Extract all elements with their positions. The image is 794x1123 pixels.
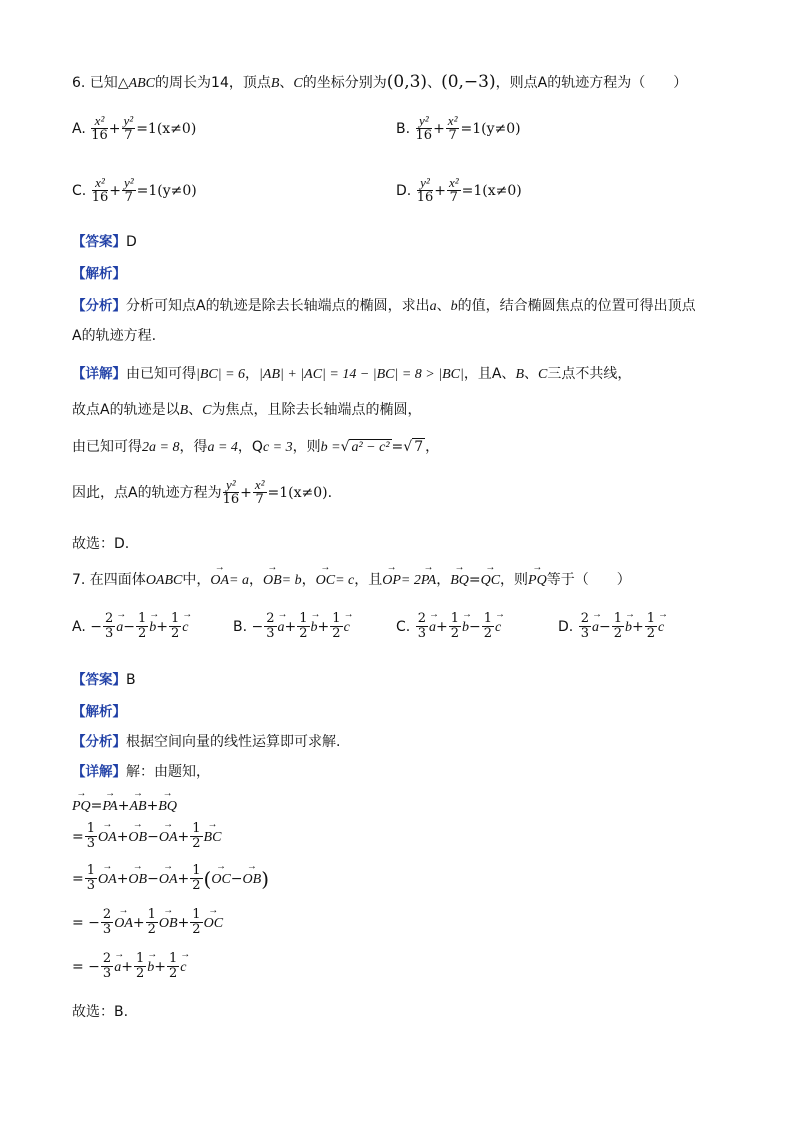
q6-fenxi-line2: A的轨迹方程. — [72, 328, 157, 344]
q6-fenxi-line1: 【分析】分析可知点A的轨迹是除去长轴端点的椭圆，求出a、b的值，结合椭圆焦点的位置可得出顶点 — [72, 298, 696, 314]
q6-choose: 故选：D. — [72, 536, 130, 552]
q7-stem: 7. 在四面体OABC中，→ OA= a，→ OB= b，→ OC= c，且→ OP= 2→ PA，→ BQ=→ QC，则→ PQ等于（ ） — [72, 572, 631, 590]
q6-detail-line2: 故点A的轨迹是以B、C为焦点，且除去长轴端点的椭圆， — [72, 402, 422, 418]
q6-detail-line4: 因此，点A的轨迹方程为 $\frac{\text{y²}}{16}$ + $\frac{\text{x²}}{7}$ =1(x≠0). — [72, 477, 333, 508]
q7-option-b[interactable]: B. − $\frac{2}{3}$ → a+ $\frac{1}{2}$ → b+ $\frac{1}{2}$ → c — [233, 612, 350, 642]
q6-option-d[interactable]: D. $\frac{\text{y²}}{16}$ + $\frac{\text{x²}}{7}$ =1(x≠0) — [396, 175, 522, 206]
q7-fenxi: 【分析】根据空间向量的线性运算即可求解. — [72, 734, 341, 750]
q6-option-b[interactable]: B. $\frac{\text{y²}}{16}$ + $\frac{\text{x²}}{7}$ =1(y≠0) — [396, 113, 521, 144]
q7-detail: 【详解】解：由题知， — [72, 764, 210, 780]
q7-analysis-heading: 【解析】 — [72, 704, 126, 720]
q7-option-c[interactable]: C. $\frac{2}{3}$ → a+ $\frac{1}{2}$ → b− $\frac{1}{2}$ → c — [396, 612, 501, 642]
q6-stem: 6. 已知△ABC的周长为14，顶点B、C的坐标分别为(0,3)、(0,−3)，则点A的轨迹方程为（ ） — [72, 72, 688, 92]
q7-answer: 【答案】B — [72, 672, 136, 688]
q7-eq-line4: = − $\frac{2}{3}$ → OA+ $\frac{1}{2}$ → OB+ $\frac{1}{2}$ → OC — [72, 908, 223, 938]
q6-detail-line3: 由已知可得2a = 8，得a = 4，Qc = 3，则b =√ a² − c² =√ 7 ， — [72, 439, 440, 455]
q7-eq-line5: = − $\frac{2}{3}$ → a+ $\frac{1}{2}$ → b+ $\frac{1}{2}$ → c — [72, 952, 186, 982]
q7-option-d[interactable]: D. $\frac{2}{3}$ → a− $\frac{1}{2}$ → b+ $\frac{1}{2}$ → c — [558, 612, 664, 642]
q7-option-a[interactable]: A. − $\frac{2}{3}$ → a− $\frac{1}{2}$ → b+ $\frac{1}{2}$ → c — [72, 612, 189, 642]
q7-choose: 故选：B. — [72, 1004, 129, 1020]
q6-option-c[interactable]: C. $\frac{\text{x²}}{16}$ + $\frac{\text{y²}}{7}$ =1(y≠0) — [72, 175, 197, 206]
q6-answer: 【答案】D — [72, 234, 137, 250]
q6-option-a[interactable]: A. $\frac{\text{x²}}{16}$ + $\frac{\text{y²}}{7}$ =1(x≠0) — [72, 113, 197, 144]
q6-analysis-heading: 【解析】 — [72, 266, 126, 282]
q7-eq-line2: = $\frac{1}{3}$ → OA+→ OB−→ OA+ $\frac{1}{2}$ → BC — [72, 822, 221, 852]
q7-eq-line3: = $\frac{1}{3}$ → OA+→ OB−→ OA+ $\frac{1}{2}$ (→ OC−→ OB) — [72, 864, 269, 894]
q6-detail-line1: 【详解】由已知可得|BC| = 6，|AB| + |AC| = 14 − |BC| = 8 > |BC|，且A、B、C三点不共线， — [72, 366, 632, 382]
q7-eq-line1: → PQ=→ PA+→ AB+→ BQ — [72, 798, 177, 816]
